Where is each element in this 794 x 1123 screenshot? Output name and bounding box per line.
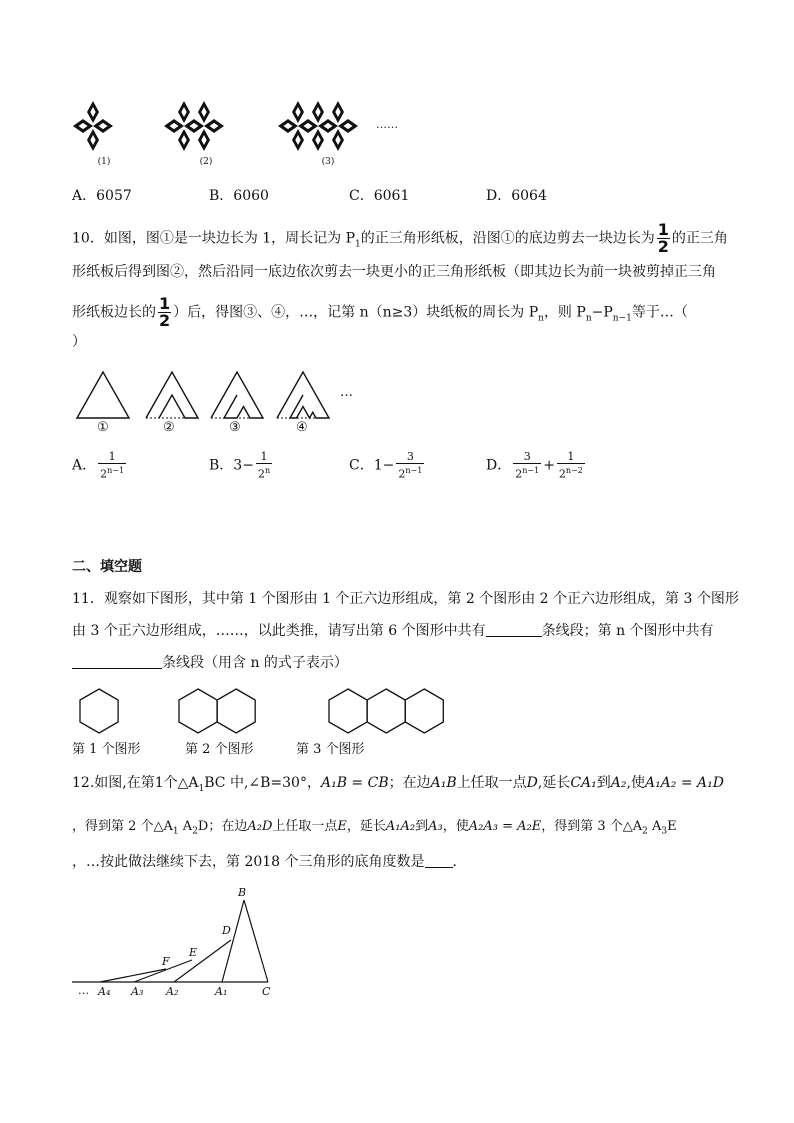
q9-option-d-letter: D． xyxy=(486,188,512,204)
q12-text-a: 12.如图,在第1个△A xyxy=(72,775,199,791)
q10-fig-label-3: ③ xyxy=(229,420,241,435)
plus-sign: + xyxy=(543,457,555,474)
q12-line-3 xyxy=(72,852,467,872)
q10-option-b-letter: B． xyxy=(209,457,234,474)
q12-eq-3: A₂A₃ = A₂E xyxy=(468,819,542,834)
q9-option-d-value: 6064 xyxy=(511,188,547,204)
frac-numerator: 1 xyxy=(256,450,272,464)
q12-seg-A4F xyxy=(100,969,166,982)
section-heading: 二、填空题 xyxy=(72,559,142,575)
q12-label-c: C xyxy=(262,985,271,998)
q10-fraction-half-2 xyxy=(158,296,171,329)
hexagon-fig3-1 xyxy=(329,689,367,733)
q10-option-c-fraction xyxy=(396,450,424,481)
q10-option-c-letter: C． xyxy=(349,457,374,474)
frac-denominator: 2 xyxy=(159,311,171,330)
sub: 3 xyxy=(661,826,668,837)
q10-option-a[interactable] xyxy=(72,450,128,481)
hexagon-fig3-3 xyxy=(405,689,443,733)
q11-line-2 xyxy=(72,621,714,641)
base: 2 xyxy=(515,467,523,481)
q9-ellipsis: …… xyxy=(376,118,398,131)
q10-option-a-letter: A． xyxy=(72,457,97,474)
q9-option-b-letter: B． xyxy=(209,188,234,204)
q9-caption-1: (1) xyxy=(97,157,111,167)
q12-point-e: E xyxy=(337,819,347,834)
sub: 1 xyxy=(198,783,205,794)
q9-caption-2: (2) xyxy=(199,157,213,167)
q12-text-k: 上任取一点 xyxy=(272,819,338,834)
q12-text-m: 到 xyxy=(415,819,429,834)
q9-option-b-value: 6060 xyxy=(233,188,269,204)
q12-seg-2: CA₁ xyxy=(570,775,597,791)
q10-text-b: 的正三角形纸板，沿图①的底边剪去一块边长为 xyxy=(360,230,655,247)
hexagon-fig3-2 xyxy=(367,689,405,733)
frac-numerator: 1 xyxy=(657,220,669,239)
q10-sub-p1: 1 xyxy=(355,239,361,250)
q11-answer-blank-1[interactable] xyxy=(486,622,542,637)
q9-option-c-value: 6061 xyxy=(373,188,410,204)
q12-text-f: 到 xyxy=(596,775,611,791)
q9-option-b[interactable] xyxy=(209,186,269,206)
hexagon-group xyxy=(80,689,443,733)
frac-numerator: 3 xyxy=(396,450,424,464)
q12-seg-A2D xyxy=(174,940,231,982)
diamond-patterns xyxy=(73,101,358,151)
q12-text-o: ，得到第 3 个△A xyxy=(541,819,643,834)
q10-text-e: ）后，得图③、④，…，记第 n（n≥3）块纸板的周长为 P xyxy=(173,304,539,321)
q10-line-1 xyxy=(72,222,728,255)
exponent: n−1 xyxy=(522,466,540,475)
q12-text-n: ，使 xyxy=(442,819,469,834)
q10-option-b[interactable] xyxy=(209,450,274,481)
q9-option-c-letter: C． xyxy=(349,188,374,204)
q10-line-3 xyxy=(72,296,688,329)
q12-text-p: A xyxy=(647,819,662,834)
frac-denominator xyxy=(98,464,126,481)
q12-label-dots: … xyxy=(78,984,89,997)
q10-text-f: ，则 P xyxy=(543,304,586,321)
q10-text-g: −P xyxy=(591,304,613,321)
exponent: n xyxy=(264,466,271,475)
q10-option-c-pre: 1− xyxy=(373,457,395,474)
q12-label-d: D xyxy=(222,924,231,937)
q11-figure xyxy=(72,684,452,736)
q9-option-d[interactable] xyxy=(486,186,547,206)
sub: 2 xyxy=(642,826,648,837)
triangle-fig1 xyxy=(77,372,129,418)
hexagon-fig1-1 xyxy=(80,689,118,733)
q12-seg-3: A₂D xyxy=(247,819,273,834)
q12-text-h: ，得到第 2 个△A xyxy=(72,819,173,834)
q12-seg-BA1 xyxy=(222,900,244,982)
q10-option-d-letter: D． xyxy=(486,457,512,474)
q10-fig-label-2: ② xyxy=(163,420,175,435)
exponent: n−2 xyxy=(565,466,583,475)
frac-denominator xyxy=(557,464,585,481)
q9-option-a-value: 6057 xyxy=(96,188,132,204)
q12-text-q: E xyxy=(667,819,677,834)
q12-label-a1: A₁ xyxy=(215,985,228,998)
frac-numerator: 1 xyxy=(98,450,126,464)
q11-fig-label-3: 第 3 个图形 xyxy=(296,742,365,757)
q10-text-c: 的正三角 xyxy=(671,230,728,247)
exponent: n−1 xyxy=(107,466,125,475)
q12-eq-1: A₁B = CB xyxy=(320,775,389,791)
q10-option-d-fraction-2 xyxy=(557,450,585,481)
q11-answer-blank-2[interactable] xyxy=(72,654,162,669)
q10-sub-n2: n xyxy=(585,313,592,324)
q10-sub-n-1: n−1 xyxy=(612,313,632,324)
q9-figure xyxy=(70,100,410,170)
q12-eq-2: A₁A₂ = A₁D xyxy=(644,775,724,791)
q10-ellipsis: … xyxy=(340,385,353,400)
q12-text-s: ． xyxy=(452,854,467,870)
q12-label-e: E xyxy=(189,946,198,959)
q10-option-b-pre: 3− xyxy=(233,457,254,474)
hexagon-fig2-1 xyxy=(179,689,217,733)
q12-seg-1: A₁B xyxy=(430,775,457,791)
q11-fig-label-1: 第 1 个图形 xyxy=(72,742,141,757)
q10-option-b-fraction xyxy=(256,450,272,481)
q10-line-2: 形纸板后得到图②，然后沿同一底边依次剪去一块更小的正三角形纸板（即其边长为前一块被剪掉正三角 xyxy=(72,264,716,280)
frac-numerator: 1 xyxy=(557,450,585,464)
sub: 2 xyxy=(192,826,198,837)
q12-text-b: BC 中,∠B=30°， xyxy=(204,775,321,791)
frac-denominator: 2 xyxy=(657,237,669,256)
q12-label-a3: A₃ xyxy=(131,985,144,998)
q12-point-d: D xyxy=(526,775,538,791)
frac-denominator xyxy=(396,464,424,481)
q10-text-h: 等于…（ xyxy=(631,304,688,321)
q12-seg-BC xyxy=(244,900,268,982)
q10-fig-label-1: ① xyxy=(97,420,109,435)
q12-text-d: 上任取一点 xyxy=(456,775,527,791)
q10-fig-label-4: ④ xyxy=(296,420,308,435)
q9-option-a-letter: A． xyxy=(72,188,97,204)
q10-option-c[interactable] xyxy=(349,450,426,481)
q12-label-f: F xyxy=(162,955,170,968)
q12-text-c: ；在边 xyxy=(388,775,431,791)
q12-label-a2: A₂ xyxy=(166,985,179,998)
q10-option-a-fraction xyxy=(98,450,126,481)
q12-text-e: ,延长 xyxy=(537,775,571,791)
q11-text-b: 条线段；第 n 个图形中共有 xyxy=(541,623,714,639)
base: 2 xyxy=(398,467,406,481)
triangle-fig2 xyxy=(146,372,198,418)
q10-option-d-fraction-1 xyxy=(513,450,541,481)
q12-point-a2: A₂ xyxy=(610,775,627,791)
q11-line-1: 11．观察如下图形，其中第 1 个图形由 1 个正六边形组成，第 2 个图形由 2 个正六边形组成，第 3 个图形 xyxy=(72,591,739,607)
q12-text-r: ，…按此做法继续下去，第 2018 个三角形的底角度数是 xyxy=(72,854,425,870)
q10-text-d: 形纸板边长的 xyxy=(72,304,156,321)
q12-seg-4: A₁A₂ xyxy=(385,819,416,834)
q10-fraction-half xyxy=(657,222,670,255)
frac-denominator xyxy=(256,464,272,481)
base: 2 xyxy=(257,467,265,481)
hexagon-fig2-2 xyxy=(217,689,255,733)
exponent: n−1 xyxy=(405,466,423,475)
q12-text-l: ，延长 xyxy=(346,819,386,834)
q10-text-a: 10．如图，图①是一块边长为 1，周长记为 P xyxy=(72,230,356,247)
q9-option-c[interactable] xyxy=(349,186,409,206)
q11-text-a: 由 3 个正六边形组成，……，以此类推，请写出第 6 个图形中共有 xyxy=(72,623,486,639)
triangle-fig4 xyxy=(277,372,329,418)
frac-numerator: 3 xyxy=(513,450,541,464)
q11-text-c: 条线段（用含 n 的式子表示） xyxy=(162,655,348,671)
q12-text-i: A xyxy=(178,819,193,834)
q12-line-2 xyxy=(72,817,677,842)
triangle-fig3 xyxy=(211,372,263,418)
base: 2 xyxy=(558,467,566,481)
q11-fig-label-2: 第 2 个图形 xyxy=(185,742,254,757)
frac-numerator: 1 xyxy=(159,294,171,313)
q10-figure xyxy=(72,368,362,424)
q12-text-g: ,使 xyxy=(626,775,645,791)
q10-sub-n: n xyxy=(538,313,544,324)
q10-line-4: ） xyxy=(72,334,86,350)
q12-answer-blank[interactable] xyxy=(425,853,453,868)
q12-label-b: B xyxy=(238,886,247,899)
q12-text-j: D；在边 xyxy=(197,819,248,834)
q9-caption-3: (3) xyxy=(321,157,335,167)
sub: 1 xyxy=(172,826,179,837)
q12-line-1 xyxy=(72,773,724,799)
q12-label-a4: A₄ xyxy=(98,985,111,998)
q10-option-d[interactable] xyxy=(486,450,587,481)
q11-line-3 xyxy=(72,653,348,673)
q12-figure xyxy=(70,880,290,1000)
base: 2 xyxy=(100,467,108,481)
q9-option-a[interactable] xyxy=(72,186,132,206)
frac-denominator xyxy=(513,464,541,481)
q12-point-a3: A₃ xyxy=(428,819,443,834)
